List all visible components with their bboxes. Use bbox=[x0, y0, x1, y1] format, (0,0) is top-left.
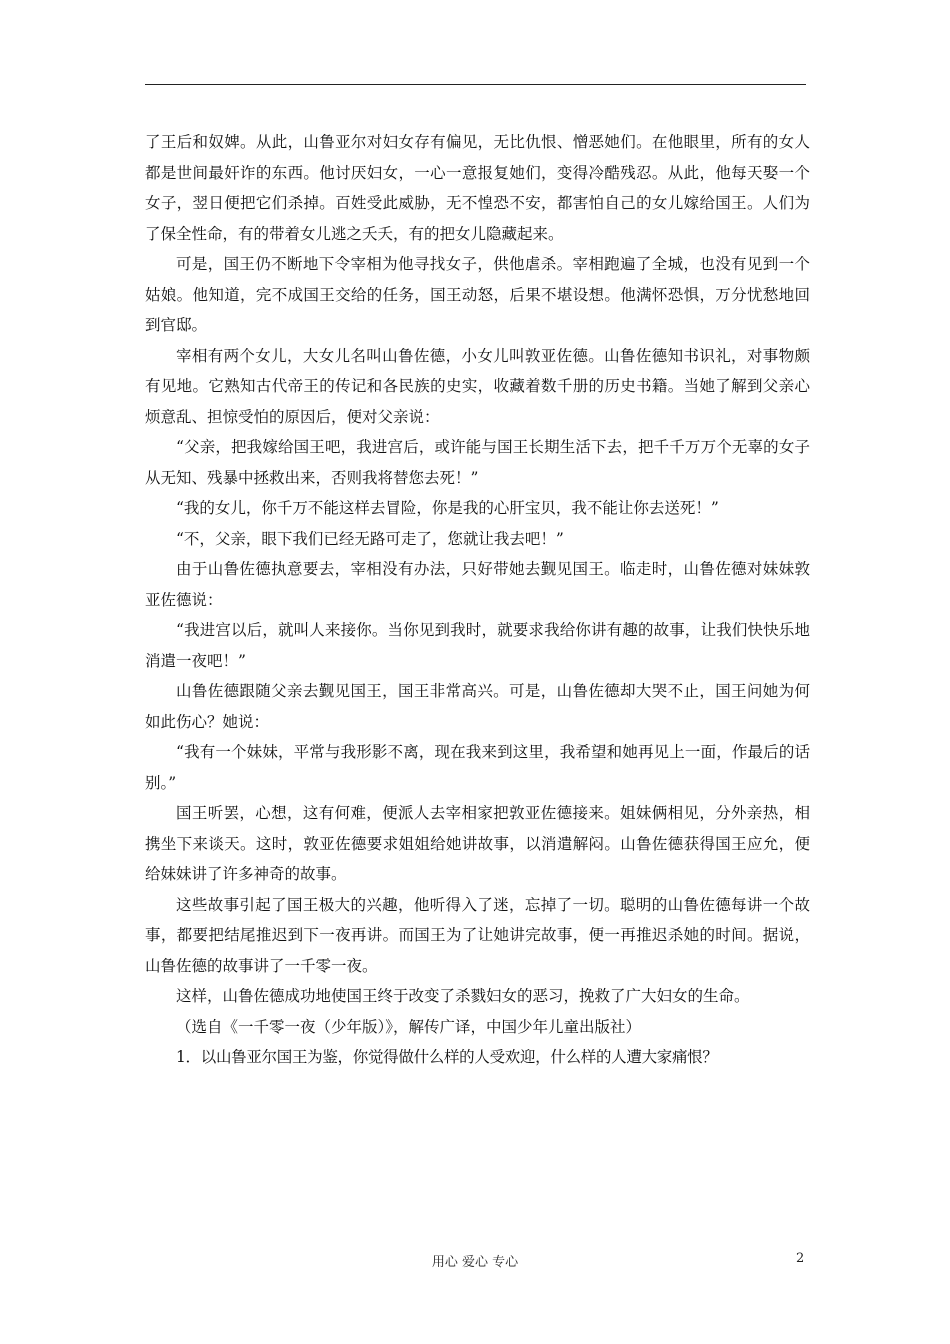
paragraph-12: 这些故事引起了国王极大的兴趣，他听得入了迷，忘掉了一切。聪明的山鲁佐德每讲一个故事，都要把结尾推迟到下一夜再讲。而国王为了让她讲完故事，便一再推迟杀她的时间。据说，山鲁佐德的故事讲了一千零一夜。 bbox=[145, 895, 810, 975]
paragraph-4: “父亲，把我嫁给国王吧，我进宫后，或许能与国王长期生活下去，把千千万万个无辜的女子从无知、残暴中拯救出来，否则我将替您去死！” bbox=[145, 438, 810, 487]
paragraph-9: 山鲁佐德跟随父亲去觐见国王，国王非常高兴。可是，山鲁佐德却大哭不止，国王问她为何如此伤心？她说： bbox=[145, 682, 810, 731]
paragraph-8: “我进宫以后，就叫人来接你。当你见到我时，就要求我给你讲有趣的故事，让我们快快乐地消遣一夜吧！” bbox=[145, 621, 810, 670]
paragraph-11: 国王听罢，心想，这有何难，便派人去宰相家把敦亚佐德接来。姐妹俩相见，分外亲热，相携坐下来谈天。这时，敦亚佐德要求姐姐给她讲故事，以消遣解闷。山鲁佐德获得国王应允，便给妹妹讲了许多神奇的故事。 bbox=[145, 804, 810, 883]
footer-slogan: 用心 爱心 专心 bbox=[431, 1255, 519, 1270]
paragraph-6: “不，父亲，眼下我们已经无路可走了，您就让我去吧！” bbox=[176, 529, 564, 548]
paragraph-10: “我有一个妹妹，平常与我形影不离，现在我来到这里，我希望和她再见上一面，作最后的话别。” bbox=[145, 743, 810, 792]
paragraph-1: 了王后和奴婢。从此，山鲁亚尔对妇女存有偏见，无比仇恨、憎恶她们。在他眼里，所有的女人都是世间最奸诈的东西。他讨厌妇女，一心一意报复她们，变得冷酷残忍。从此，他每天娶一个女子，翌日便把它们杀掉。百姓受此威胁，无不惶恐不安，都害怕自己的女儿嫁给国王。人们为了保全性命，有的带着女儿逃之夭夭，有的把女儿隐藏起来。 bbox=[145, 133, 810, 243]
paragraph-3: 宰相有两个女儿，大女儿名叫山鲁佐德，小女儿叫敦亚佐德。山鲁佐德知书识礼，对事物颇有见地。它熟知古代帝王的传记和各民族的史实，收藏着数千册的历史书籍。当她了解到父亲心烦意乱、担惊受怕的原因后，便对父亲说： bbox=[145, 346, 810, 426]
source-citation: （选自《一千零一夜（少年版）》，解传广译，中国少年儿童出版社） bbox=[176, 1017, 642, 1036]
paragraph-5: “我的女儿，你千万不能这样去冒险，你是我的心肝宝贝，我不能让你去送死！” bbox=[176, 499, 719, 517]
paragraph-2: 可是，国王仍不断地下令宰相为他寻找女子，供他虐杀。宰相跑遍了全城，也没有见到一个姑娘。他知道，完不成国王交给的任务，国王动怒，后果不堪设想。他满怀恐惧，万分忧愁地回到官邸。 bbox=[145, 255, 810, 334]
paragraph-13: 这样，山鲁佐德成功地使国王终于改变了杀戮妇女的恶习，挽救了广大妇女的生命。 bbox=[176, 987, 750, 1005]
question-1: 1．以山鲁亚尔国王为鉴，你觉得做什么样的人受欢迎，什么样的人遭大家痛恨？ bbox=[176, 1048, 718, 1066]
document-body bbox=[145, 127, 810, 1073]
paragraph-7: 由于山鲁佐德执意要去，宰相没有办法，只好带她去觐见国王。临走时，山鲁佐德对妹妹敦亚佐德说： bbox=[145, 560, 810, 609]
page-number: 2 bbox=[796, 1251, 805, 1266]
header-rule bbox=[145, 84, 806, 85]
